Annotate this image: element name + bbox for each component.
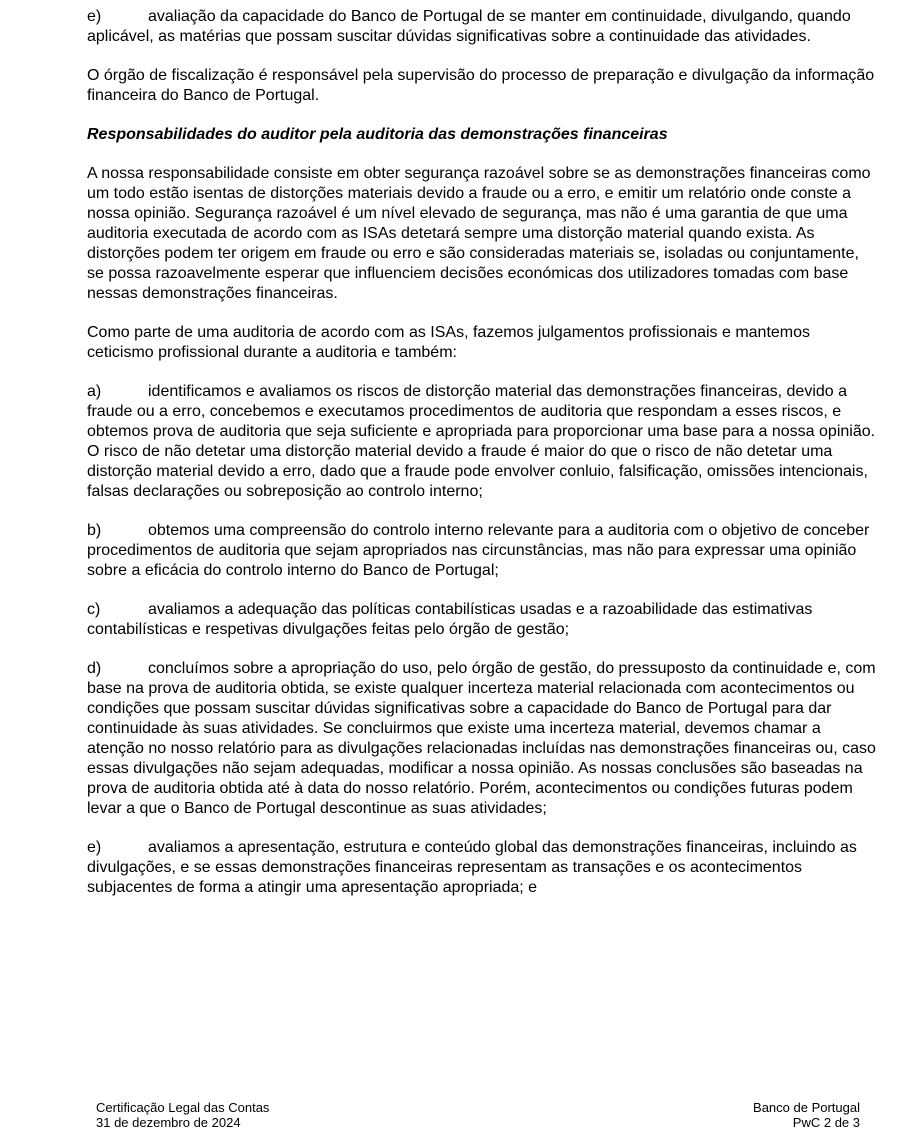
footer-left: [96, 1100, 269, 1130]
list-item-text: avaliamos a adequação das políticas contabilísticas usadas e a razoabilidade das estimativas contabilísticas e respetivas divulgações feitas pelo órgão de gestão;: [87, 601, 813, 638]
list-item-text: avaliamos a apresentação, estrutura e conteúdo global das demonstrações financeiras, incluindo as divulgações, e se essas demonstrações financeiras representam as transações e os acontecimentos subjacentes de forma a atingir uma apresentação apropriada; e: [87, 839, 857, 896]
list-item-a: [87, 382, 877, 502]
list-marker: e): [87, 839, 102, 856]
list-marker: d): [87, 660, 102, 677]
list-item-text: obtemos uma compreensão do controlo interno relevante para a auditoria com o objetivo de conceber procedimentos de auditoria que sejam apropriados nas circunstâncias, mas não para expressar uma opinião sobre a eficácia do controlo interno do Banco de Portugal;: [87, 522, 870, 579]
footer-page-number: PwC 2 de 3: [792, 1115, 860, 1130]
list-item-b: [87, 521, 877, 581]
list-item-e: [87, 838, 877, 898]
footer-document-title: Certificação Legal das Contas: [96, 1100, 270, 1115]
paragraph-intro: Como parte de uma auditoria de acordo com as ISAs, fazemos julgamentos profissionais e mantemos ceticismo profissional durante a auditoria e também:: [87, 324, 811, 361]
list-item-text: concluímos sobre a apropriação do uso, pelo órgão de gestão, do pressuposto da continuidade e, com base na prova de auditoria obtida, se existe qualquer incerteza material relacionada com acontecimentos ou condições que possam suscitar dúvidas significativas sobre a capacidade do Banco de Portugal para dar continuidade às suas atividades. Se concluirmos que existe uma incerteza material, devemos chamar a atenção no nosso relatório para as divulgações relacionadas incluídas nas demonstrações financeiras ou, caso essas divulgações não sejam adequadas, modificar a nossa opinião. As nossas conclusões são baseadas na prova de auditoria obtida até à data do nosso relatório. Porém, acontecimentos ou condições futuras podem levar a que o Banco de Portugal descontinue as suas atividades;: [87, 660, 876, 817]
document-body: [87, 7, 877, 917]
list-item-d: [87, 659, 877, 819]
section-heading: Responsabilidades do auditor pela auditoria das demonstrações financeiras: [87, 126, 668, 143]
list-marker: a): [87, 383, 102, 400]
paragraph-supervision: O órgão de fiscalização é responsável pela supervisão do processo de preparação e divulgação da informação financeira do Banco de Portugal.: [87, 67, 875, 104]
paragraph-responsibility: A nossa responsabilidade consiste em obter segurança razoável sobre se as demonstrações financeiras como um todo estão isentas de distorções materiais devido a fraude ou a erro, e emitir um relatório onde conste a nossa opinião. Segurança razoável é um nível elevado de segurança, mas não é uma garantia de que uma auditoria executada de acordo com as ISAs detetará sempre uma distorção material quando exista. As distorções podem ter origem em fraude ou erro e são consideradas materiais se, isoladas ou conjuntamente, se possa razoavelmente esperar que influenciem decisões económicas dos utilizadores tomadas com base nessas demonstrações financeiras.: [87, 165, 871, 302]
footer-date: 31 de dezembro de 2024: [96, 1115, 241, 1130]
list-marker: b): [87, 522, 102, 539]
footer-entity: Banco de Portugal: [753, 1100, 860, 1115]
footer-right: [753, 1100, 860, 1130]
list-item-c: [87, 600, 877, 640]
list-marker: e): [87, 8, 102, 25]
list-item-text: avaliação da capacidade do Banco de Portugal de se manter em continuidade, divulgando, quando aplicável, as matérias que possam suscitar dúvidas significativas sobre a continuidade das atividades.: [87, 8, 851, 45]
list-item-e-top: [87, 7, 877, 47]
list-item-text: identificamos e avaliamos os riscos de distorção material das demonstrações financeiras, devido a fraude ou a erro, concebemos e executamos procedimentos de auditoria que respondam a esses riscos, e obtemos prova de auditoria que seja suficiente e apropriada para proporcionar uma base para a nossa opinião. O risco de não detetar uma distorção material devido a fraude é maior do que o risco de não detetar uma distorção material devido a erro, dado que a fraude pode envolver conluio, falsificação, omissões intencionais, falsas declarações ou sobreposição ao controlo interno;: [87, 383, 876, 500]
list-marker: c): [87, 601, 101, 618]
